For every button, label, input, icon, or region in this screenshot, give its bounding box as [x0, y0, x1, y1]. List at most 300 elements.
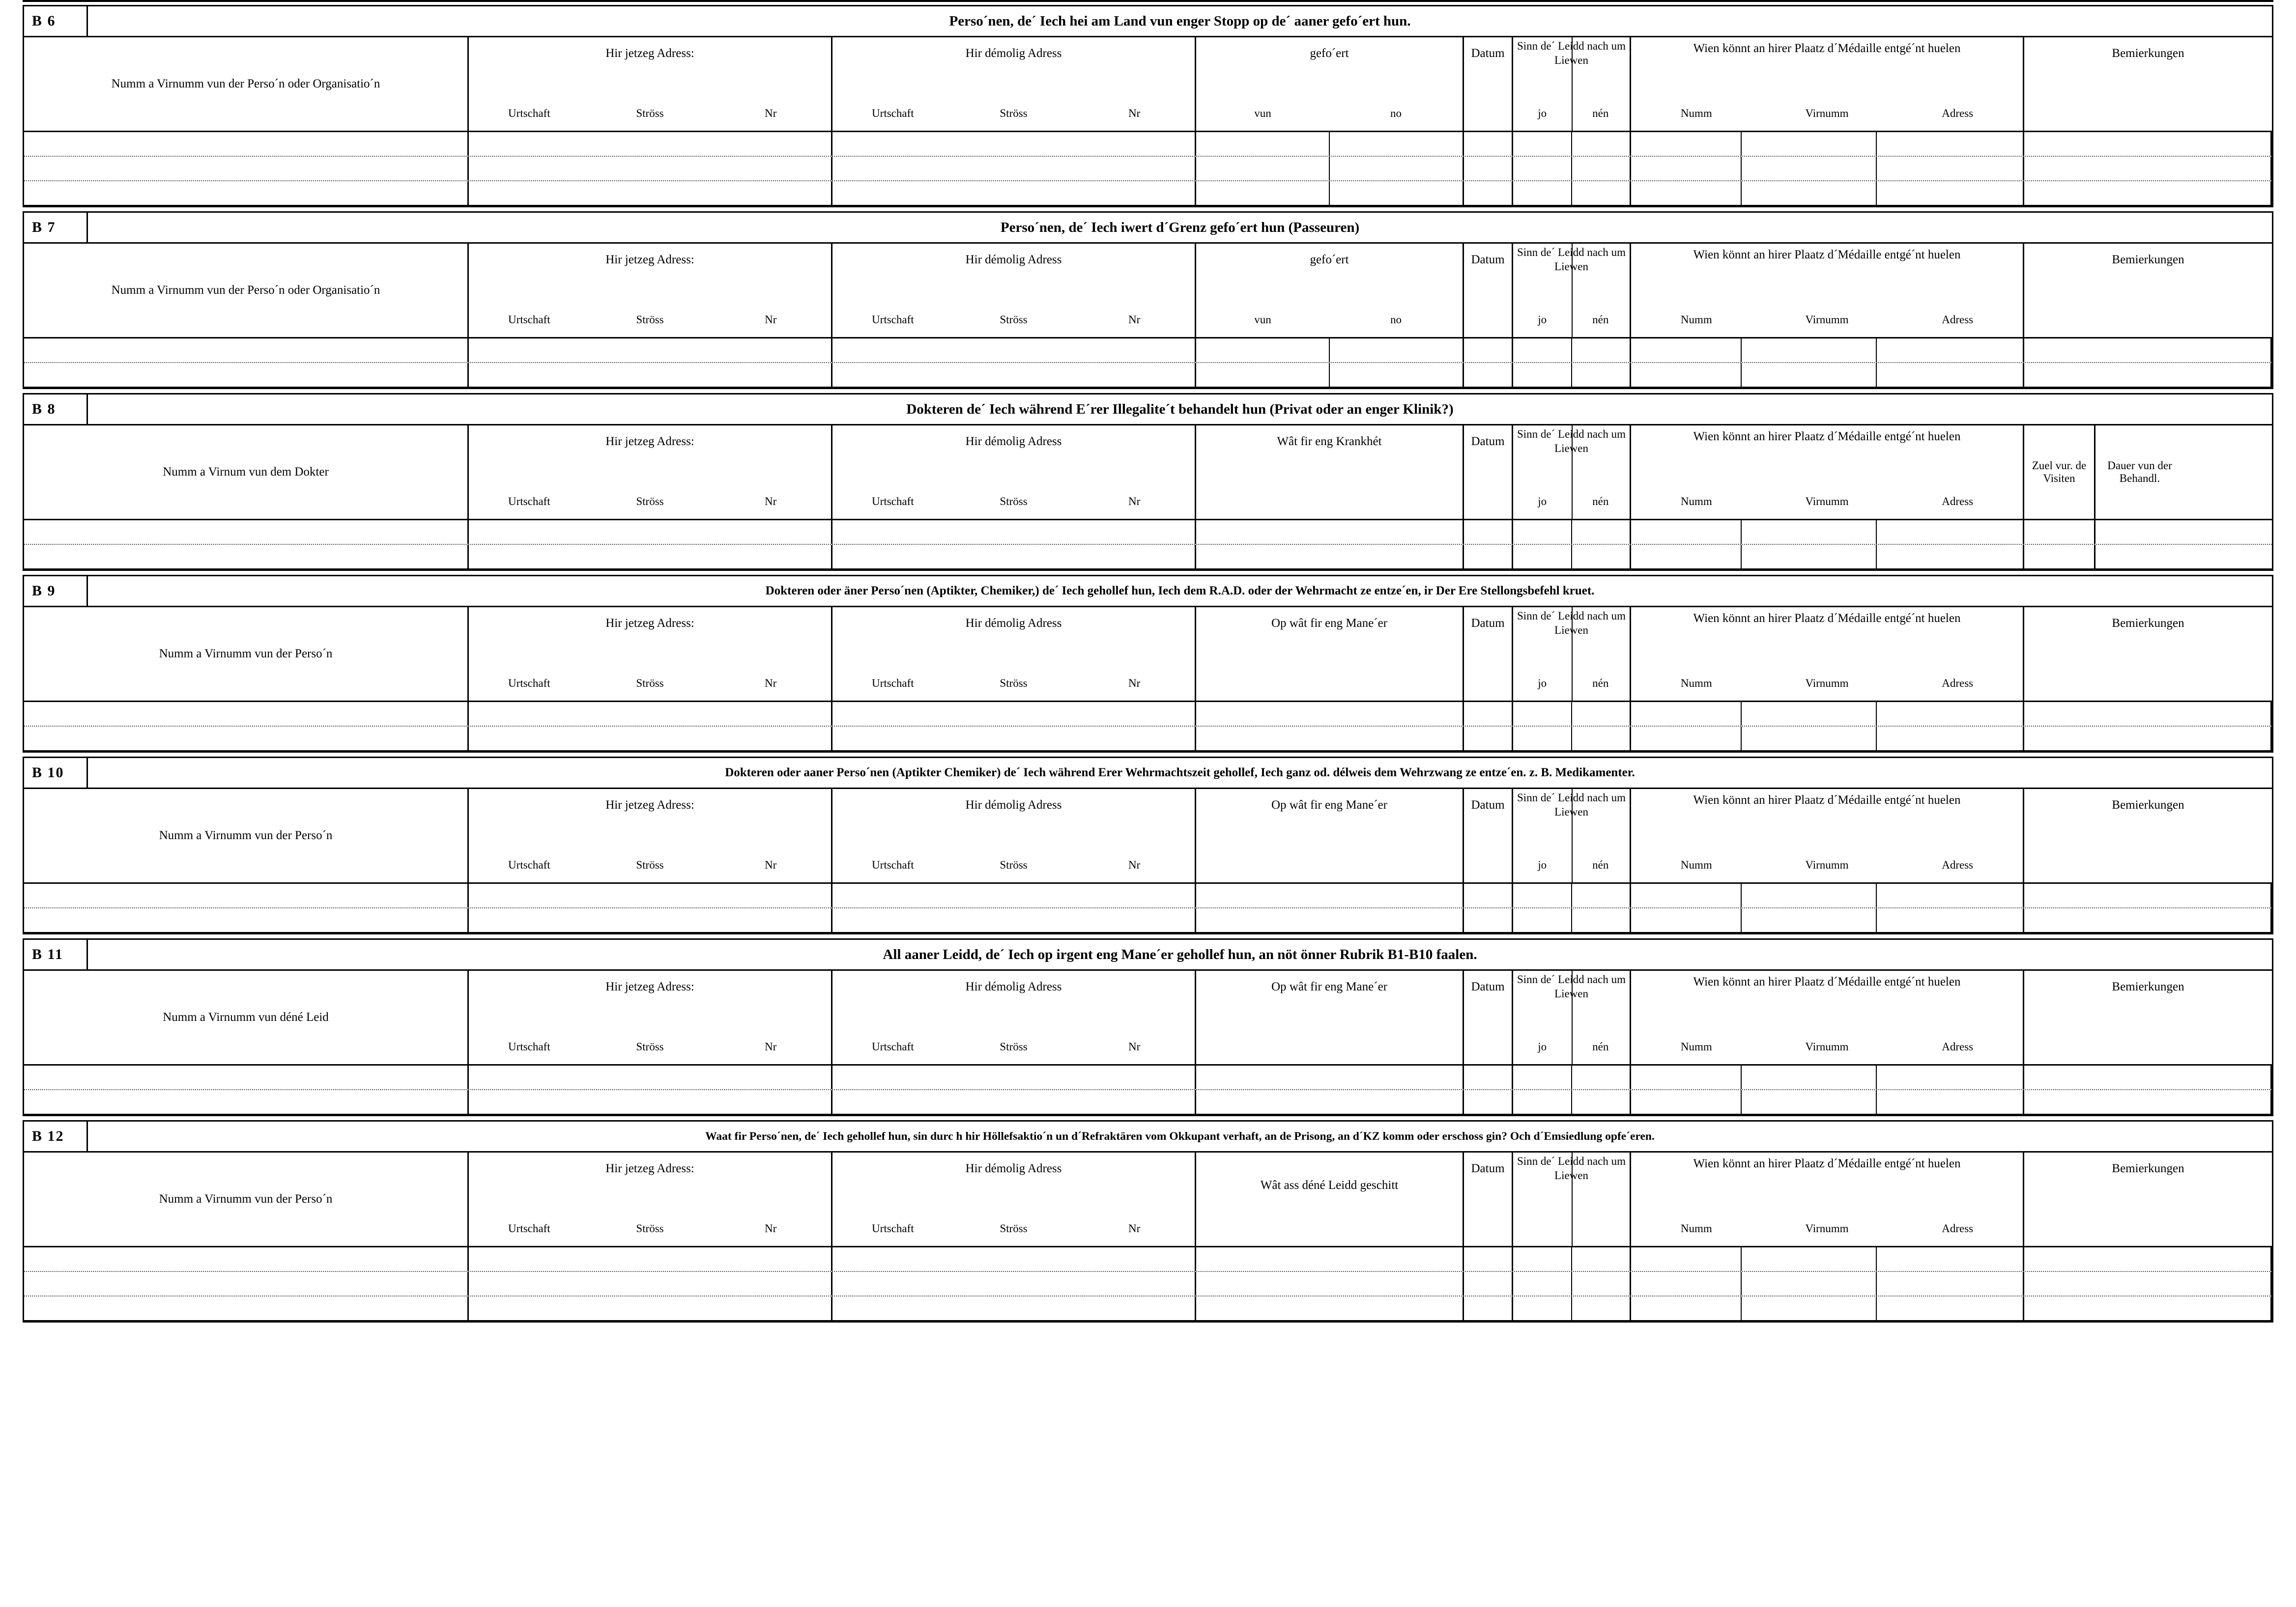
sub-stross: Ströss [636, 495, 664, 507]
cell-name[interactable] [24, 132, 469, 156]
cell-sinn[interactable] [1513, 1066, 1631, 1089]
sub-adress: Adress [1942, 677, 1974, 689]
cell-address-former[interactable] [832, 157, 1196, 180]
cell-address-now[interactable] [469, 181, 832, 205]
cell-middle[interactable] [1196, 727, 1464, 750]
sub-urtschaft: Urtschaft [872, 677, 914, 689]
sub-urtschaft: Urtschaft [872, 859, 914, 871]
sub-urtschaft: Urtschaft [508, 495, 550, 507]
cell-address-former[interactable] [832, 363, 1196, 387]
table-row[interactable] [24, 338, 2272, 363]
cell-name[interactable] [24, 520, 469, 544]
sub-numm: Numm [1680, 313, 1712, 326]
sub-nr: Nr [765, 677, 777, 689]
cell-address-now[interactable] [469, 338, 832, 362]
table-row[interactable] [24, 520, 2272, 545]
sub-nr: Nr [1128, 677, 1141, 689]
cell-datum[interactable] [1464, 1247, 1513, 1271]
cell-remarks[interactable] [2024, 132, 2272, 156]
cell-name[interactable] [24, 1297, 469, 1320]
cell-middle[interactable] [1196, 884, 1464, 907]
col-sinn-label: Sinn de´ Leidd nach um Liewen [1517, 428, 1626, 454]
section-header [24, 395, 2272, 425]
sub-nr: Nr [765, 313, 777, 326]
section-b8 [23, 393, 2273, 571]
cell-sinn[interactable] [1513, 1090, 1631, 1114]
section-header [24, 6, 2272, 37]
col-address-former [832, 1153, 1196, 1246]
sub-nen: nén [1592, 677, 1609, 689]
sub-stross: Ströss [1000, 1222, 1028, 1235]
col-address-former-label: Hir démolig Adress [965, 47, 1062, 60]
col-name-label: Numm a Virnumm vun déné Leid [163, 1010, 329, 1024]
sub-nen: nén [1592, 313, 1609, 326]
cell-sinn[interactable] [1513, 545, 1631, 568]
column-header-row [24, 789, 2272, 884]
data-rows [24, 520, 2272, 568]
sub-numm: Numm [1680, 1222, 1712, 1235]
cell-remarks[interactable] [2024, 181, 2272, 205]
column-header-row [24, 425, 2272, 520]
col-address-former [832, 607, 1196, 701]
cell-remarks[interactable] [2024, 338, 2272, 362]
cell-datum[interactable] [1464, 727, 1513, 750]
cell-treatment-duration[interactable] [2095, 545, 2184, 568]
cell-name[interactable] [24, 338, 469, 362]
cell-address-former[interactable] [832, 727, 1196, 750]
sub-jo: jo [1538, 859, 1547, 871]
col-datum-label: Datum [1471, 980, 1505, 993]
cell-address-now[interactable] [469, 1272, 832, 1296]
sub-urtschaft: Urtschaft [508, 677, 550, 689]
cell-middle[interactable] [1196, 338, 1464, 362]
cell-visits-count[interactable] [2024, 520, 2095, 544]
table-row[interactable] [24, 1090, 2272, 1114]
col-middle-label: Wât fir eng Krankhét [1277, 435, 1382, 448]
cell-sinn[interactable] [1513, 908, 1631, 932]
cell-address-former[interactable] [832, 1247, 1196, 1271]
sub-virnumm: Virnumm [1805, 313, 1849, 326]
cell-address-former[interactable] [832, 1297, 1196, 1320]
col-remarks-label: Bemierkungen [2112, 1162, 2184, 1175]
cell-remarks[interactable] [2024, 1272, 2272, 1296]
col-sinn-label: Sinn de´ Leidd nach um Liewen [1517, 973, 1626, 1000]
sub-adress: Adress [1942, 859, 1974, 871]
col-address-now-label: Hir jetzeg Adress: [605, 253, 694, 266]
cell-medaille[interactable] [1631, 727, 2024, 750]
col-name-label: Numm a Virnumm vun der Perso´n [159, 647, 333, 660]
cell-sinn[interactable] [1513, 338, 1631, 362]
sub-jo: jo [1538, 495, 1547, 507]
sub-jo: jo [1538, 677, 1547, 689]
sub-stross: Ströss [636, 107, 664, 119]
sub-nr: Nr [1128, 313, 1141, 326]
cell-sinn[interactable] [1513, 520, 1631, 544]
cell-address-former[interactable] [832, 1090, 1196, 1114]
cell-datum[interactable] [1464, 181, 1513, 205]
cell-treatment-duration[interactable] [2095, 520, 2184, 544]
sub-stross: Ströss [1000, 495, 1028, 507]
table-row[interactable] [24, 363, 2272, 387]
cell-middle[interactable] [1196, 157, 1464, 180]
table-row[interactable] [24, 702, 2272, 727]
col-medaille-label: Wien könnt an hirer Plaatz d´Médaille entgé´nt huelen [1693, 1157, 1961, 1170]
cell-address-now[interactable] [469, 884, 832, 907]
col-address-former [832, 37, 1196, 131]
cell-remarks[interactable] [2024, 702, 2272, 726]
sub-nen: nén [1592, 495, 1609, 507]
col-middle [1196, 37, 1464, 131]
col-address-former-label: Hir démolig Adress [965, 617, 1062, 630]
table-row[interactable] [24, 884, 2272, 908]
sub-urtschaft: Urtschaft [872, 313, 914, 326]
cell-medaille[interactable] [1631, 520, 2024, 544]
col-middle [1196, 244, 1464, 337]
col-datum [1464, 425, 1513, 519]
col-name [24, 37, 469, 131]
col-medaille [1631, 1153, 2024, 1246]
col-address-former-label: Hir démolig Adress [965, 798, 1062, 812]
cell-medaille[interactable] [1631, 1297, 2024, 1320]
cell-middle[interactable] [1196, 545, 1464, 568]
col-sinn-label: Sinn de´ Leidd nach um Liewen [1517, 791, 1626, 818]
cell-datum[interactable] [1464, 908, 1513, 932]
cell-middle[interactable] [1196, 363, 1464, 387]
col-address-now-label: Hir jetzeg Adress: [605, 798, 694, 812]
cell-name[interactable] [24, 363, 469, 387]
cell-name[interactable] [24, 702, 469, 726]
cell-address-now[interactable] [469, 363, 832, 387]
column-header-row [24, 244, 2272, 338]
cell-name[interactable] [24, 545, 469, 568]
col-middle-label: Op wât fir eng Mane´er [1271, 980, 1387, 993]
cell-medaille[interactable] [1631, 181, 2024, 205]
sub-virnumm: Virnumm [1805, 859, 1849, 871]
cell-middle[interactable] [1196, 520, 1464, 544]
col-middle-label: gefo´ert [1310, 47, 1349, 60]
cell-remarks[interactable] [2024, 908, 2272, 932]
cell-address-now[interactable] [469, 908, 832, 932]
sub-nr: Nr [765, 859, 777, 871]
cell-remarks[interactable] [2024, 363, 2272, 387]
cell-address-now[interactable] [469, 1066, 832, 1089]
cell-name[interactable] [24, 727, 469, 750]
section-code: B 8 [24, 395, 88, 424]
cell-remarks[interactable] [2024, 727, 2272, 750]
cell-remarks[interactable] [2024, 884, 2272, 907]
cell-middle[interactable] [1196, 181, 1464, 205]
section-b9 [23, 575, 2273, 753]
col-address-former [832, 789, 1196, 882]
col-name [24, 1153, 469, 1246]
col-name [24, 789, 469, 882]
col-middle [1196, 1153, 1464, 1246]
sub-stross: Ströss [1000, 313, 1028, 326]
cell-address-former[interactable] [832, 1272, 1196, 1296]
cell-address-now[interactable] [469, 132, 832, 156]
cell-middle[interactable] [1196, 1272, 1464, 1296]
col-address-now-label: Hir jetzeg Adress: [605, 1162, 694, 1175]
col-address-former [832, 244, 1196, 337]
section-code: B 12 [24, 1122, 88, 1151]
col-medaille-label: Wien könnt an hirer Plaatz d´Médaille entgé´nt huelen [1693, 975, 1961, 988]
section-header [24, 758, 2272, 789]
cell-medaille[interactable] [1631, 338, 2024, 362]
sub-urtschaft: Urtschaft [872, 495, 914, 507]
sub-stross: Ströss [636, 1222, 664, 1235]
col-address-now-label: Hir jetzeg Adress: [605, 435, 694, 448]
sub-virnumm: Virnumm [1805, 677, 1849, 689]
cell-datum[interactable] [1464, 1272, 1513, 1296]
cell-datum[interactable] [1464, 338, 1513, 362]
cell-name[interactable] [24, 1066, 469, 1089]
col-remarks [2024, 1153, 2272, 1246]
col-middle-label: Wât ass déné Leidd geschitt [1260, 1179, 1399, 1192]
cell-sinn[interactable] [1513, 363, 1631, 387]
col-medaille-label: Wien könnt an hirer Plaatz d´Médaille entgé´nt huelen [1693, 42, 1961, 55]
cell-sinn[interactable] [1513, 181, 1631, 205]
col-address-former-label: Hir démolig Adress [965, 253, 1062, 266]
cell-name[interactable] [24, 1272, 469, 1296]
cell-address-now[interactable] [469, 727, 832, 750]
cell-medaille[interactable] [1631, 363, 2024, 387]
cell-sinn[interactable] [1513, 1247, 1631, 1271]
col-remarks-label: Bemierkungen [2112, 617, 2184, 630]
col-sinn [1513, 607, 1631, 701]
cell-sinn[interactable] [1513, 702, 1631, 726]
col-remarks [2024, 607, 2272, 701]
cell-medaille[interactable] [1631, 132, 2024, 156]
sub-stross: Ströss [636, 677, 664, 689]
col-medaille-label: Wien könnt an hirer Plaatz d´Médaille entgé´nt huelen [1693, 612, 1961, 625]
cell-name[interactable] [24, 908, 469, 932]
cell-visits-count[interactable] [2024, 545, 2095, 568]
sub-nen: nén [1592, 107, 1609, 119]
sub-nr: Nr [1128, 107, 1141, 119]
col-medaille [1631, 971, 2024, 1064]
cell-address-now[interactable] [469, 157, 832, 180]
cell-address-former[interactable] [832, 1066, 1196, 1089]
col-sinn-label: Sinn de´ Leidd nach um Liewen [1517, 40, 1626, 66]
cell-address-now[interactable] [469, 1247, 832, 1271]
sub-adress: Adress [1942, 313, 1974, 326]
sub-urtschaft: Urtschaft [508, 1041, 550, 1053]
sub-urtschaft: Urtschaft [508, 1222, 550, 1235]
cell-remarks[interactable] [2024, 157, 2272, 180]
cell-datum[interactable] [1464, 884, 1513, 907]
sub-jo: jo [1538, 313, 1547, 326]
cell-medaille[interactable] [1631, 1272, 2024, 1296]
col-sinn-label: Sinn de´ Leidd nach um Liewen [1517, 1155, 1626, 1182]
section-b6 [23, 5, 2273, 207]
cell-address-former[interactable] [832, 702, 1196, 726]
section-title: Perso´nen, de´ Iech hei am Land vun enger Stopp op de´ aaner gefo´ert hun. [949, 13, 1411, 29]
table-row[interactable] [24, 132, 2272, 157]
cell-medaille[interactable] [1631, 702, 2024, 726]
cell-datum[interactable] [1464, 132, 1513, 156]
section-header [24, 576, 2272, 607]
sub-jo: jo [1538, 1041, 1547, 1053]
cell-medaille[interactable] [1631, 157, 2024, 180]
sub-numm: Numm [1680, 495, 1712, 507]
cell-datum[interactable] [1464, 520, 1513, 544]
cell-datum[interactable] [1464, 545, 1513, 568]
col-address-now [469, 1153, 832, 1246]
sub-virnumm: Virnumm [1805, 1041, 1849, 1053]
col-remarks [2024, 789, 2272, 882]
col-address-now [469, 37, 832, 131]
section-code: B 11 [24, 940, 88, 969]
cell-medaille[interactable] [1631, 884, 2024, 907]
col-remarks [2024, 971, 2272, 1064]
cell-name[interactable] [24, 1247, 469, 1271]
table-row[interactable] [24, 1297, 2272, 1320]
cell-sinn[interactable] [1513, 1297, 1631, 1320]
cell-remarks[interactable] [2024, 1090, 2272, 1114]
cell-address-now[interactable] [469, 1090, 832, 1114]
cell-middle[interactable] [1196, 132, 1464, 156]
col-sinn-label: Sinn de´ Leidd nach um Liewen [1517, 246, 1626, 273]
section-header [24, 1122, 2272, 1153]
col-name-label: Numm a Virnumm vun der Perso´n oder Organisatio´n [111, 283, 380, 297]
col-address-now [469, 244, 832, 337]
table-row[interactable] [24, 1272, 2272, 1297]
sub-stross: Ströss [1000, 677, 1028, 689]
cell-sinn[interactable] [1513, 157, 1631, 180]
cell-address-now[interactable] [469, 545, 832, 568]
cell-middle[interactable] [1196, 1247, 1464, 1271]
col-remarks-label: Bemierkungen [2112, 253, 2184, 266]
table-row[interactable] [24, 1247, 2272, 1272]
cell-middle[interactable] [1196, 1297, 1464, 1320]
cell-middle[interactable] [1196, 908, 1464, 932]
cell-address-now[interactable] [469, 702, 832, 726]
cell-name[interactable] [24, 1090, 469, 1114]
cell-name[interactable] [24, 181, 469, 205]
col-name-label: Numm a Virnumm vun der Perso´n [159, 828, 333, 842]
col-sinn-label: Sinn de´ Leidd nach um Liewen [1517, 610, 1626, 636]
col-address-now-label: Hir jetzeg Adress: [605, 47, 694, 60]
col-middle-label: Op wât fir eng Mane´er [1271, 617, 1387, 630]
column-header-row [24, 1153, 2272, 1247]
table-row[interactable] [24, 545, 2272, 568]
col-name-label: Numm a Virnumm vun der Perso´n [159, 1192, 333, 1206]
col-middle [1196, 789, 1464, 882]
sub-jo: jo [1538, 107, 1547, 119]
cell-name[interactable] [24, 157, 469, 180]
cell-sinn[interactable] [1513, 727, 1631, 750]
col-treatment-duration-label: Dauer vun der Behandl. [2107, 459, 2172, 484]
col-datum [1464, 607, 1513, 701]
sub-numm: Numm [1680, 1041, 1712, 1053]
cell-datum[interactable] [1464, 1090, 1513, 1114]
col-name [24, 971, 469, 1064]
section-header [24, 940, 2272, 971]
cell-datum[interactable] [1464, 702, 1513, 726]
cell-address-former[interactable] [832, 884, 1196, 907]
cell-address-former[interactable] [832, 132, 1196, 156]
col-datum-label: Datum [1471, 435, 1505, 448]
cell-address-former[interactable] [832, 181, 1196, 205]
col-name [24, 607, 469, 701]
cell-datum[interactable] [1464, 157, 1513, 180]
sub-nr: Nr [1128, 495, 1141, 507]
col-visits-count-label: Zuel vur. de Visiten [2032, 459, 2087, 484]
section-code: B 7 [24, 213, 88, 242]
cell-remarks[interactable] [2024, 1297, 2272, 1320]
cell-medaille[interactable] [1631, 1090, 2024, 1114]
cell-medaille[interactable] [1631, 1247, 2024, 1271]
cell-address-former[interactable] [832, 545, 1196, 568]
table-row[interactable] [24, 727, 2272, 750]
cell-address-former[interactable] [832, 338, 1196, 362]
sub-virnumm: Virnumm [1805, 107, 1849, 119]
cell-address-now[interactable] [469, 1297, 832, 1320]
table-row[interactable] [24, 157, 2272, 181]
cell-address-now[interactable] [469, 520, 832, 544]
sub-urtschaft: Urtschaft [508, 313, 550, 326]
sub-nr: Nr [765, 1222, 777, 1235]
sub-nen: nén [1592, 859, 1609, 871]
column-header-row [24, 971, 2272, 1066]
table-row[interactable] [24, 908, 2272, 932]
cell-address-former[interactable] [832, 520, 1196, 544]
sub-stross: Ströss [636, 313, 664, 326]
cell-sinn[interactable] [1513, 1272, 1631, 1296]
form-sheet [23, 5, 2273, 1323]
col-address-now [469, 789, 832, 882]
col-medaille [1631, 244, 2024, 337]
cell-medaille[interactable] [1631, 908, 2024, 932]
cell-datum[interactable] [1464, 363, 1513, 387]
col-address-former-label: Hir démolig Adress [965, 435, 1062, 448]
cell-address-former[interactable] [832, 908, 1196, 932]
col-datum [1464, 244, 1513, 337]
cell-medaille[interactable] [1631, 1066, 2024, 1089]
col-datum-label: Datum [1471, 798, 1505, 812]
cell-datum[interactable] [1464, 1066, 1513, 1089]
col-datum [1464, 789, 1513, 882]
cell-sinn[interactable] [1513, 884, 1631, 907]
cell-remarks[interactable] [2024, 1247, 2272, 1271]
data-rows [24, 702, 2272, 750]
cell-middle[interactable] [1196, 1066, 1464, 1089]
table-row[interactable] [24, 1066, 2272, 1090]
cell-medaille[interactable] [1631, 545, 2024, 568]
cell-datum[interactable] [1464, 1297, 1513, 1320]
table-row[interactable] [24, 181, 2272, 205]
col-sinn [1513, 425, 1631, 519]
cell-remarks[interactable] [2024, 1066, 2272, 1089]
col-name [24, 425, 469, 519]
col-datum [1464, 1153, 1513, 1246]
col-sinn [1513, 244, 1631, 337]
col-medaille [1631, 607, 2024, 701]
col-middle [1196, 971, 1464, 1064]
data-rows [24, 1066, 2272, 1114]
col-remarks-label: Bemierkungen [2112, 47, 2184, 60]
col-name-label: Numm a Virnumm vun der Perso´n oder Organisatio´n [111, 77, 380, 90]
cell-sinn[interactable] [1513, 132, 1631, 156]
cell-name[interactable] [24, 884, 469, 907]
col-sinn [1513, 789, 1631, 882]
col-remarks-label: Bemierkungen [2112, 980, 2184, 993]
sub-nr: Nr [765, 1041, 777, 1053]
sub-stross: Ströss [636, 859, 664, 871]
cell-middle[interactable] [1196, 1090, 1464, 1114]
sub-virnumm: Virnumm [1805, 1222, 1849, 1235]
cell-middle[interactable] [1196, 702, 1464, 726]
